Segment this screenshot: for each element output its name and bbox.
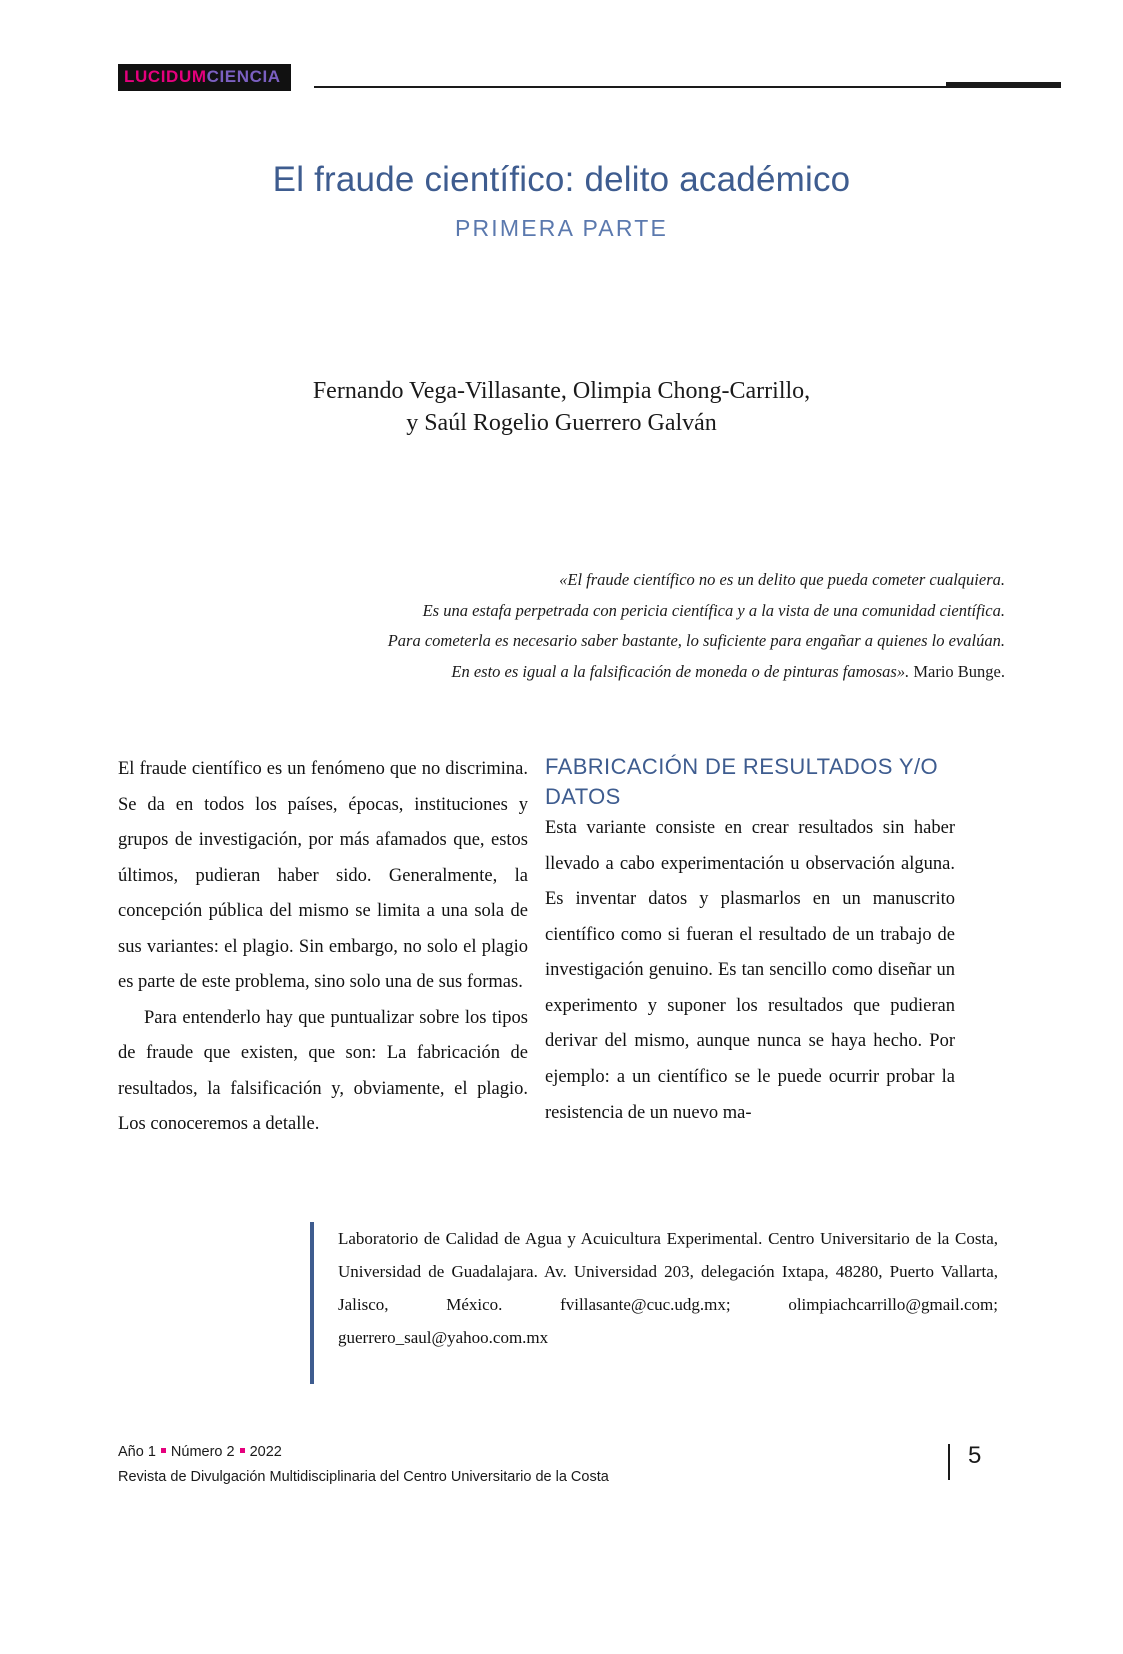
author-line-2: y Saúl Rogelio Guerrero Galván xyxy=(406,410,717,437)
header-rule-left xyxy=(314,86,946,88)
footer-year-number: 2022 xyxy=(249,1444,282,1460)
epigraph-quote xyxy=(250,565,1005,687)
footer-year: Año 1 xyxy=(118,1444,156,1460)
epigraph-attribution: Mario Bunge. xyxy=(909,661,1005,681)
article-subtitle: PRIMERA PARTE xyxy=(454,215,669,241)
author-list xyxy=(118,375,1005,440)
bullet-square-icon xyxy=(161,1448,166,1453)
paragraph-left-2: Para entenderlo hay que puntualizar sobre los tipos de fraude que existen, que son: La fabricación de resultados, la falsificación y, obviamente, el plagio. Los conoceremos a detalle. xyxy=(118,1007,528,1135)
epigraph-line-4 xyxy=(250,657,1005,688)
author-line-1: Fernando Vega-Villasante, Olimpia Chong-Carrillo, xyxy=(312,378,811,404)
affiliation-footnote: Laboratorio de Calidad de Agua y Acuicultura Experimental. Centro Universitario de la Costa, Universidad de Guadalajara. Av. Universidad 203, delegación Ixtapa, 48280, Puerto Vallarta, Jalisco, México. fvillasante@cuc.udg.mx; olimpiachcarrillo@gmail.com; guerrero_saul@yahoo.com.mx xyxy=(310,1222,998,1355)
folio-divider xyxy=(948,1444,950,1480)
body-column-left xyxy=(118,752,528,1143)
page-header xyxy=(118,64,1005,92)
bullet-square-icon-2 xyxy=(240,1448,245,1453)
footer-issue-number: Número 2 xyxy=(170,1444,235,1460)
section-heading: FABRICACIÓN DE RESULTADOS Y/O DATOS xyxy=(545,754,939,809)
epigraph-line-2: Es una estafa perpetrada con pericia científica y a la vista de una comunidad científica. xyxy=(422,600,1005,620)
body-column-right xyxy=(545,752,955,1131)
epigraph-line-4-text: En esto es igual a la falsificación de moneda o de pinturas famosas». xyxy=(451,661,910,681)
masthead-word-lucidum: LUCIDUM xyxy=(124,67,207,86)
paragraph-right-1: Esta variante consiste en crear resultados sin haber llevado a cabo experimentación u observación alguna. Es inventar datos y plasmarlos en un manuscrito científico como si fueran el resultado de un trabajo de investigación genuino. Es tan sencillo como diseñar un experimento y suponer los resultados que pudieran derivar del mismo, aunque nunca se haya hecho. Por ejemplo: a un científico se le puede ocurrir probar la resistencia de un nuevo ma- xyxy=(545,818,955,1123)
header-rule-right xyxy=(946,82,1061,88)
footer-issue-line xyxy=(118,1440,609,1465)
page-footer xyxy=(118,1440,1005,1500)
epigraph-line-3: Para cometerla es necesario saber bastante, lo suficiente para engañar a quienes lo evalúan. xyxy=(387,631,1005,651)
article-title: El fraude científico: delito académico xyxy=(272,160,851,199)
footer-journal-line: Revista de Divulgación Multidisciplinaria del Centro Universitario de la Costa xyxy=(118,1469,609,1486)
page-number: 5 xyxy=(968,1442,982,1469)
paragraph-left-1: El fraude científico es un fenómeno que no discrimina. Se da en todos los países, épocas, instituciones y grupos de investigación, por más afamados que, estos últimos, pudieran haber sido. Generalmente, la concepción pública del mismo se limita a una sola de sus variantes: el plagio. Sin embargo, no solo el plagio es parte de este problema, sino solo una de sus formas. xyxy=(118,759,528,993)
epigraph-line-1: «El fraude científico no es un delito que pueda cometer cualquiera. xyxy=(559,570,1005,589)
masthead-word-ciencia: CIENCIA xyxy=(206,67,281,86)
masthead-logo xyxy=(118,64,291,91)
footer-text xyxy=(118,1440,609,1491)
